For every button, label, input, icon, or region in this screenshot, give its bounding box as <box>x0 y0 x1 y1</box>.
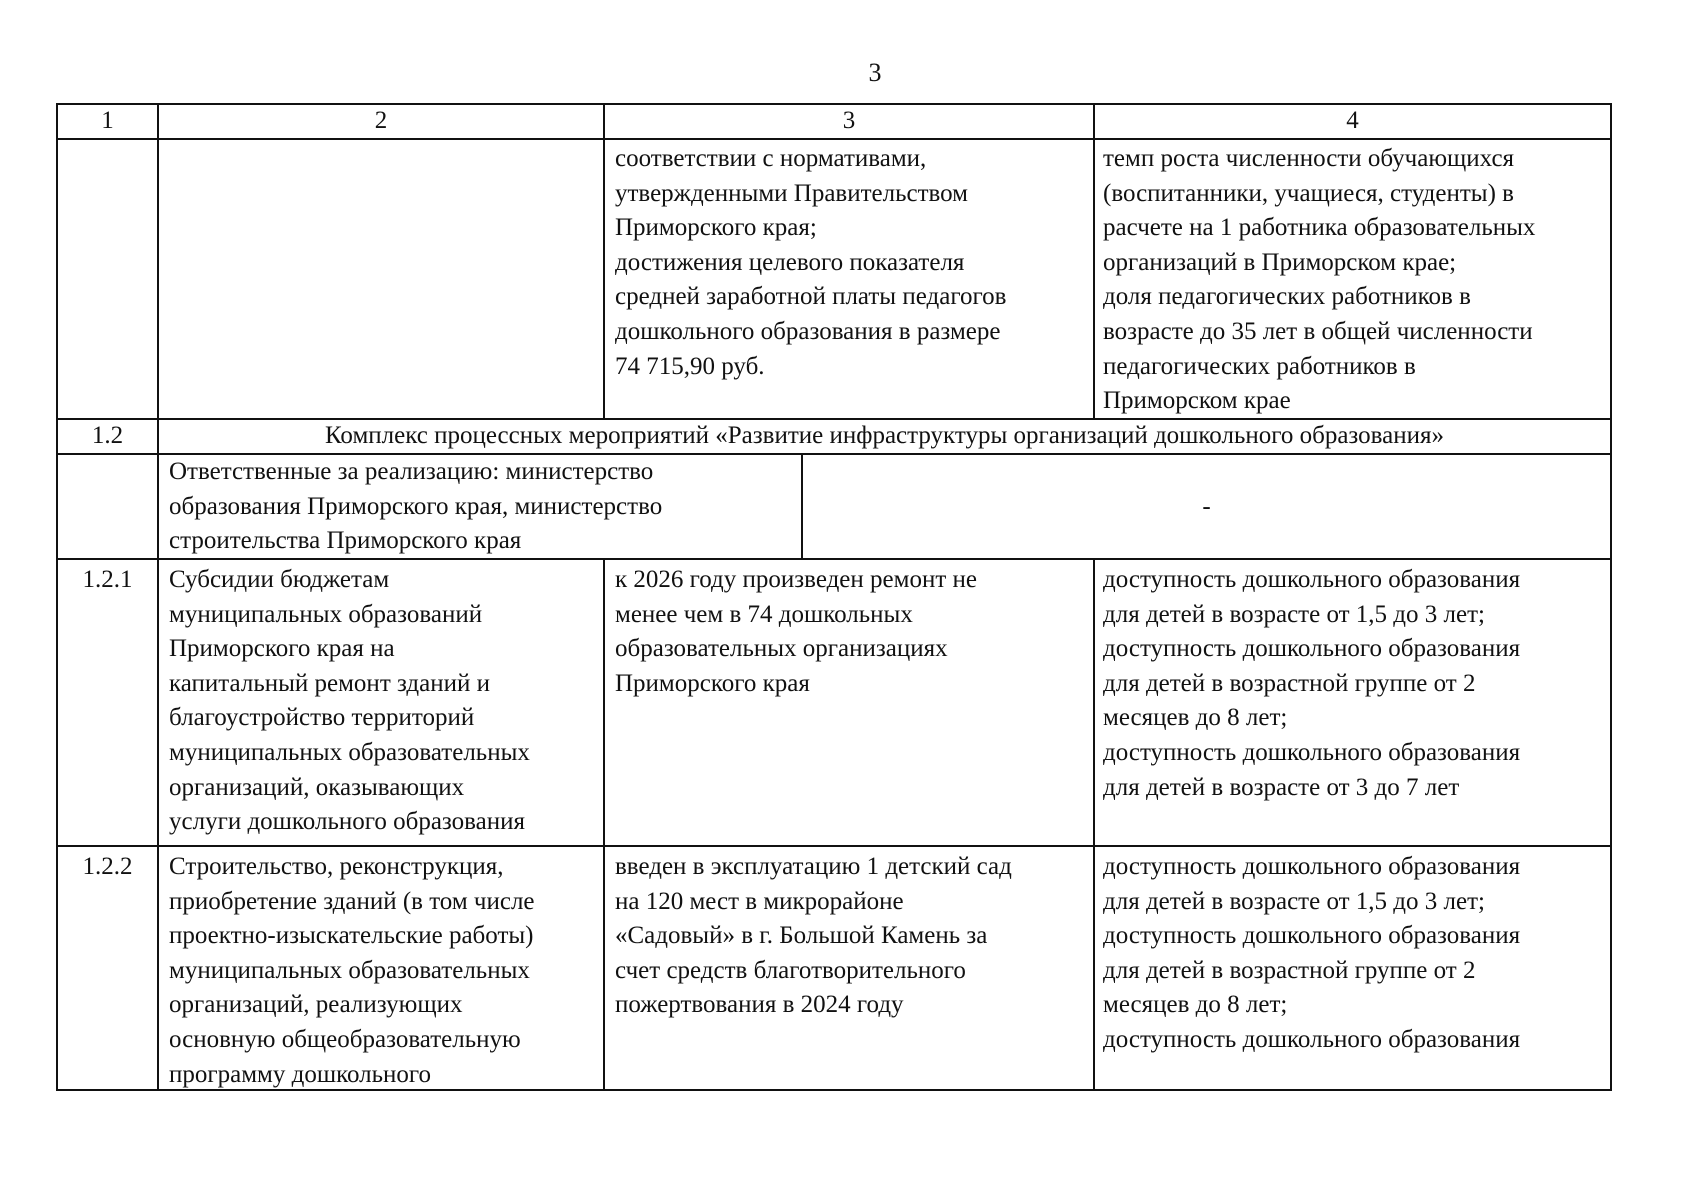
text-line: «Садовый» в г. Большой Камень за <box>615 922 988 950</box>
text-line: для детей в возрастной группе от 2 <box>1103 669 1476 697</box>
indicator-cell <box>1103 563 1608 805</box>
row-number: 1.2.1 <box>82 566 133 593</box>
text-line: Приморского края; <box>615 214 817 242</box>
result-cell <box>615 563 1093 701</box>
text-line: для детей в возрасте от 1,5 до 3 лет; <box>1103 600 1485 628</box>
table-rule <box>603 558 605 1091</box>
text-line: организаций, реализующих <box>169 991 463 1019</box>
table-rule <box>56 845 1612 847</box>
text-line: для детей в возрасте от 1,5 до 3 лет; <box>1103 887 1485 915</box>
text-line: муниципальных образовательных <box>169 956 530 984</box>
text-line: Приморского края <box>615 669 810 697</box>
text-line: педагогических работников в <box>1103 352 1416 380</box>
text-line: на 120 мест в микрорайоне <box>615 887 904 915</box>
text-line: Ответственные за реализацию: министерство <box>169 458 654 485</box>
text-line: месяцев до 8 лет; <box>1103 991 1288 1019</box>
text-line: Приморского края на <box>169 635 395 663</box>
text-line: (воспитанники, учащиеся, студенты) в <box>1103 179 1514 207</box>
text-line: строительства Приморского края <box>169 527 522 555</box>
text-line: 74 715,90 руб. <box>615 352 765 380</box>
text-line: программу дошкольного <box>169 1060 432 1088</box>
text-line: организаций в Приморском крае; <box>1103 248 1457 276</box>
responsible-value: - <box>1202 493 1211 520</box>
text-line: основную общеобразовательную <box>169 1025 521 1053</box>
text-line: доступность дошкольного образования <box>1103 922 1521 950</box>
text-line: муниципальных образовательных <box>169 738 530 766</box>
text-line: введен в эксплуатацию 1 детский сад <box>615 853 1012 880</box>
responsible-cell <box>169 455 801 559</box>
text-line: счет средств благотворительного <box>615 956 966 984</box>
text-line: темп роста численности обучающихся <box>1103 145 1515 172</box>
continued-result-cell <box>615 142 1093 384</box>
header-cell-2: 2 <box>374 107 388 134</box>
text-line: менее чем в 74 дошкольных <box>615 600 913 628</box>
section-title: Комплекс процессных мероприятий «Развитие инфраструктуры организаций дошкольного образования» <box>324 422 1444 449</box>
table-rule <box>1610 103 1612 1091</box>
text-line: утвержденными Правительством <box>615 179 969 207</box>
text-line: Субсидии бюджетам <box>169 566 390 593</box>
text-line: доступность дошкольного образования <box>1103 853 1521 880</box>
text-line: благоустройство территорий <box>169 704 475 732</box>
continued-indicator-cell <box>1103 142 1608 419</box>
text-line: расчете на 1 работника образовательных <box>1103 214 1536 242</box>
table-rule <box>603 103 605 420</box>
text-line: образовательных организациях <box>615 635 948 663</box>
text-line: возрасте до 35 лет в общей численности <box>1103 317 1533 345</box>
table-rule <box>157 103 159 1091</box>
text-line: доступность дошкольного образования <box>1103 738 1521 766</box>
text-line: средней заработной платы педагогов <box>615 283 1007 311</box>
text-line: соответствии с нормативами, <box>615 145 927 172</box>
text-line: месяцев до 8 лет; <box>1103 704 1288 732</box>
section-number: 1.2 <box>91 422 124 449</box>
text-line: доля педагогических работников в <box>1103 283 1471 311</box>
text-line: для детей в возрастной группе от 2 <box>1103 956 1476 984</box>
header-cell-3: 3 <box>842 107 856 134</box>
text-line: к 2026 году произведен ремонт не <box>615 566 977 593</box>
text-line: доступность дошкольного образования <box>1103 1025 1521 1053</box>
text-line: доступность дошкольного образования <box>1103 635 1521 663</box>
measure-cell <box>169 563 603 840</box>
text-line: услуги дошкольного образования <box>169 808 525 836</box>
text-line: Приморском крае <box>1103 387 1291 415</box>
measure-cell <box>169 850 603 1092</box>
text-line: организаций, оказывающих <box>169 773 465 801</box>
text-line: муниципальных образований <box>169 600 483 628</box>
text-line: приобретение зданий (в том числе <box>169 887 535 915</box>
result-cell <box>615 850 1093 1023</box>
text-line: дошкольного образования в размере <box>615 317 1001 345</box>
page-number: 3 <box>868 58 882 87</box>
table-rule <box>1093 558 1095 1091</box>
indicator-cell <box>1103 850 1608 1058</box>
text-line: пожертвования в 2024 году <box>615 991 904 1019</box>
text-line: капитальный ремонт зданий и <box>169 669 490 697</box>
text-line: Строительство, реконструкция, <box>169 853 504 880</box>
text-line: для детей в возрасте от 3 до 7 лет <box>1103 773 1460 801</box>
text-line: образования Приморского края, министерство <box>169 492 663 520</box>
header-cell-1: 1 <box>101 107 114 134</box>
table-rule <box>1093 103 1095 420</box>
header-cell-4: 4 <box>1346 107 1359 134</box>
row-number: 1.2.2 <box>82 853 133 880</box>
text-line: достижения целевого показателя <box>615 248 965 276</box>
text-line: доступность дошкольного образования <box>1103 566 1521 593</box>
text-line: проектно-изыскательские работы) <box>169 922 534 950</box>
